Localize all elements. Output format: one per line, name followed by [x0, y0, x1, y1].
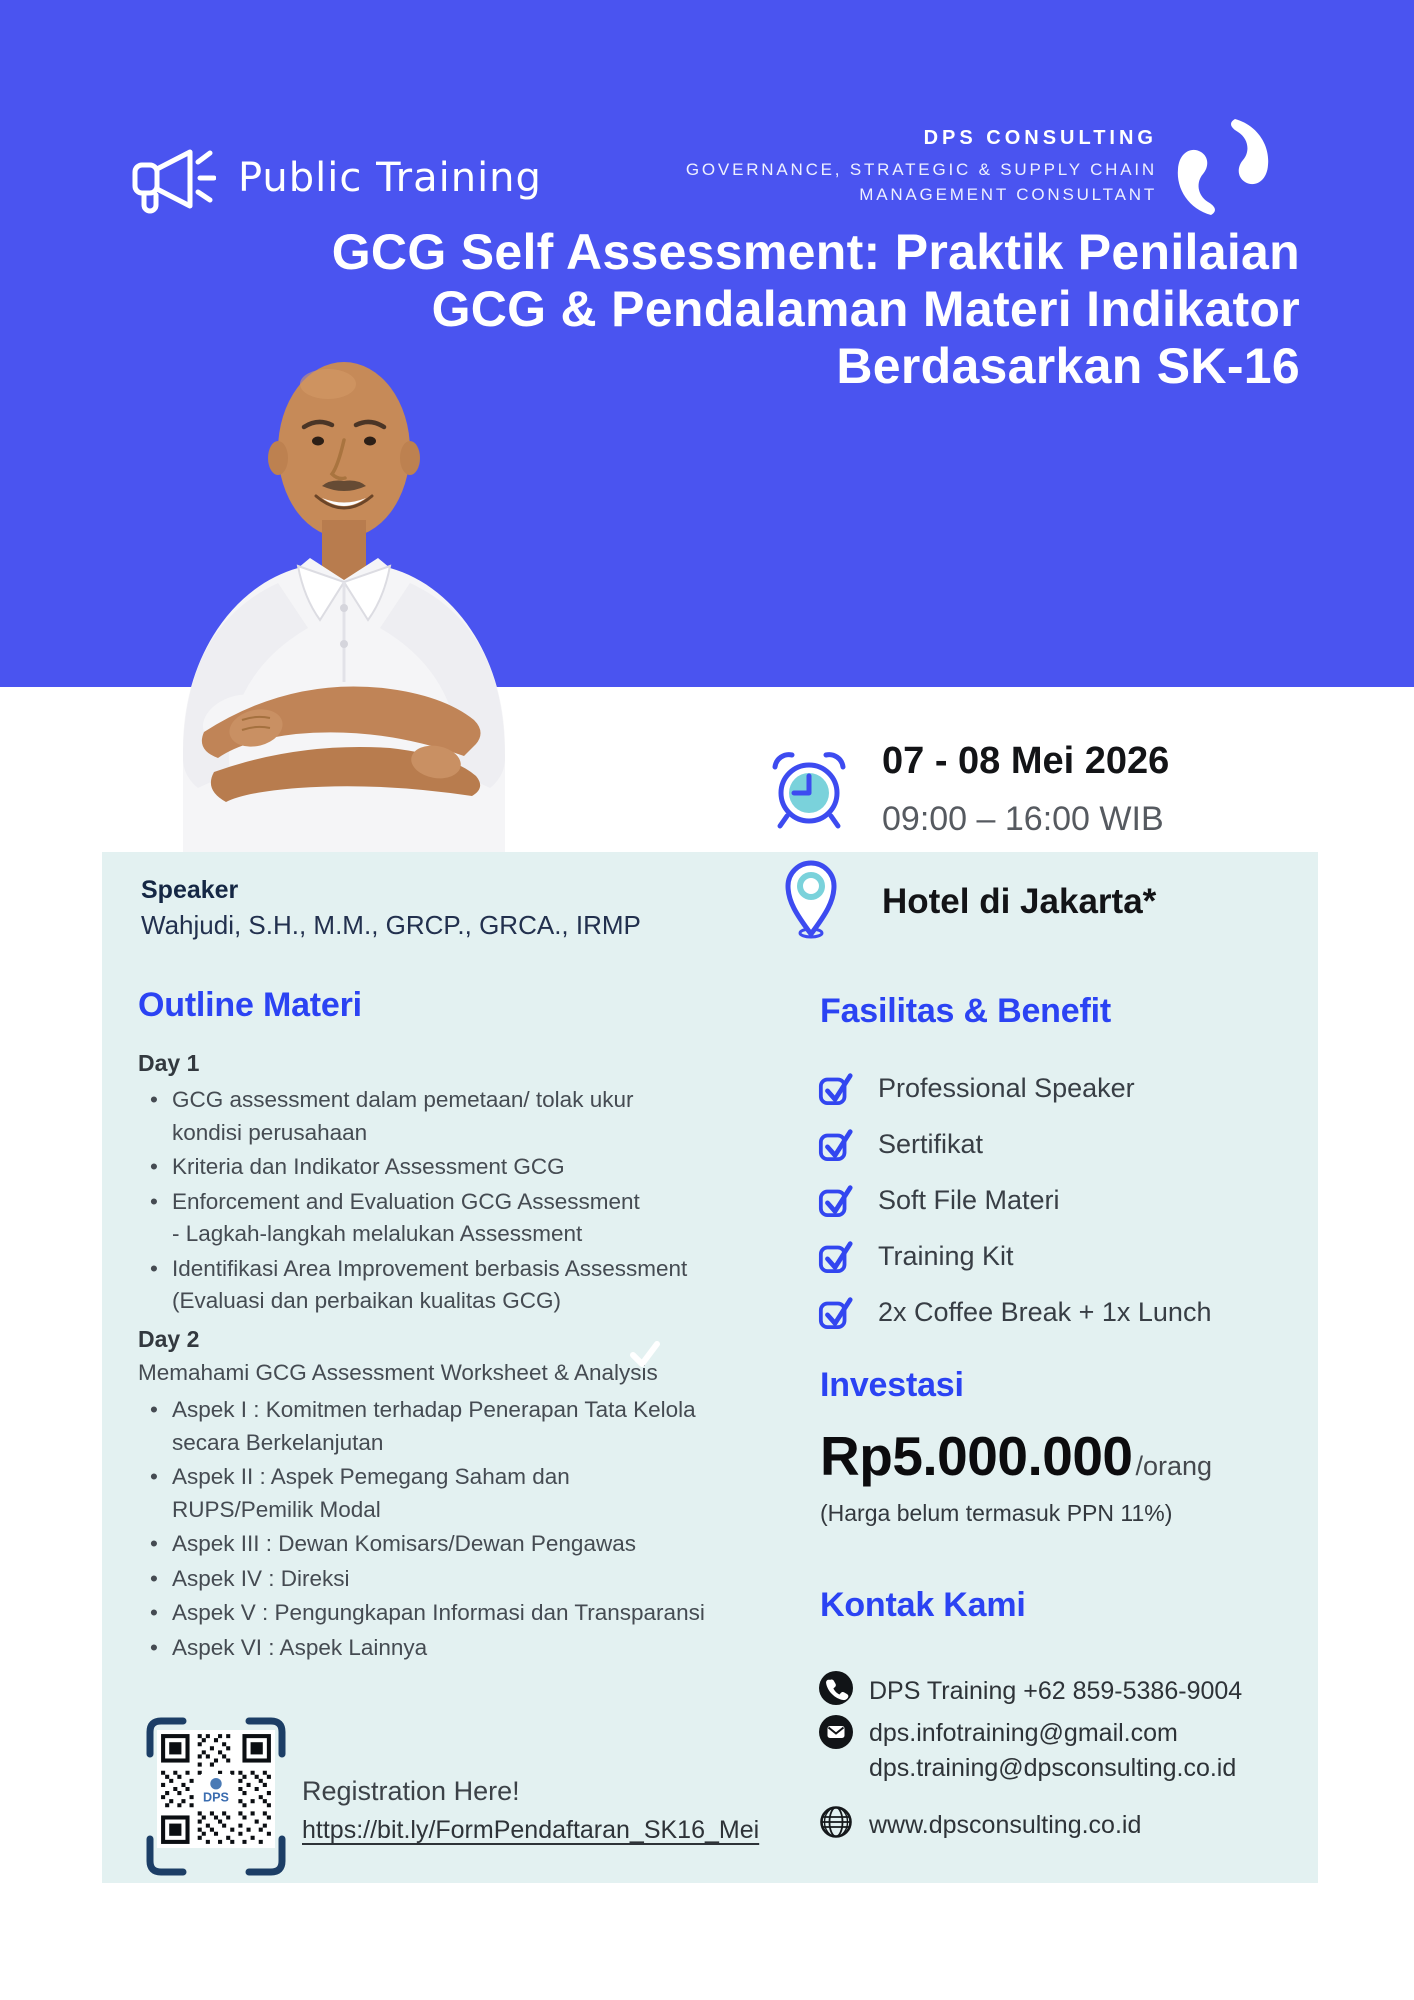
dps-swirl-logo-icon — [1173, 112, 1273, 222]
list-item: • Identifikasi Area Improvement berbasis Assessment (Evaluasi dan perbaikan kualitas GCG) — [138, 1253, 718, 1318]
company-tagline-2: MANAGEMENT CONSULTANT — [859, 185, 1157, 204]
price-unit: /orang — [1135, 1451, 1213, 1481]
list-item: • Aspek V : Pengungkapan Informasi dan Transparansi — [138, 1597, 718, 1630]
list-item: • Aspek II : Aspek Pemegang Saham dan RUPS/Pemilik Modal — [138, 1461, 718, 1526]
phone-icon — [818, 1670, 854, 1706]
public-training-lockup — [132, 142, 542, 214]
day2-label: Day 2 — [138, 1326, 200, 1352]
day2-list — [138, 1394, 718, 1666]
list-item: • GCG assessment dalam pemetaan/ tolak ukur kondisi perusahaan — [138, 1084, 718, 1149]
list-item: • Aspek VI : Aspek Lainnya — [138, 1632, 718, 1665]
day2-intro: Memahami GCG Assessment Worksheet & Analysis — [138, 1360, 658, 1385]
facility-row: Soft File Materi — [818, 1172, 1211, 1228]
checkbox-check-icon — [818, 1125, 854, 1163]
price-value: Rp5.000.000 — [820, 1425, 1133, 1487]
list-item: • Kriteria dan Indikator Assessment GCG — [138, 1151, 718, 1184]
program-type-label: Public Training — [238, 155, 542, 201]
contact-website: www.dpsconsulting.co.id — [869, 1811, 1142, 1839]
list-item: • Aspek I : Komitmen terhadap Penerapan Tata Kelola secara Berkelanjutan — [138, 1394, 718, 1459]
list-item: • Aspek IV : Direksi — [138, 1563, 718, 1596]
facilities-list — [818, 1060, 1211, 1340]
day1-label: Day 1 — [138, 1050, 200, 1076]
price-row — [820, 1424, 1212, 1488]
checkbox-check-icon — [818, 1237, 854, 1275]
globe-icon — [818, 1804, 854, 1840]
title-line-3: Berdasarkan SK-16 — [836, 338, 1300, 394]
list-item: • Aspek III : Dewan Komisars/Dewan Pengawas — [138, 1528, 718, 1561]
event-time: 09:00 – 16:00 WIB — [882, 800, 1164, 838]
contact-website-row — [818, 1804, 1141, 1843]
company-name: DPS CONSULTING — [923, 127, 1157, 149]
speaker-photo — [138, 328, 511, 852]
facility-row: Professional Speaker — [818, 1060, 1211, 1116]
contact-phone: DPS Training +62 859-5386-9004 — [869, 1677, 1243, 1705]
check-decoration-icon — [630, 1341, 660, 1367]
checkbox-check-icon — [818, 1293, 854, 1331]
facilities-heading: Fasilitas & Benefit — [820, 992, 1111, 1030]
registration-link[interactable]: https://bit.ly/FormPendaftaran_SK16_Mei — [302, 1816, 760, 1844]
checkbox-check-icon — [818, 1181, 854, 1219]
day1-list — [138, 1084, 718, 1320]
contact-email-2: dps.training@dpsconsulting.co.id — [869, 1754, 1237, 1782]
qr-code-image — [157, 1730, 275, 1848]
checkbox-check-icon — [818, 1069, 854, 1107]
registration-label: Registration Here! — [302, 1776, 520, 1806]
outline-heading: Outline Materi — [138, 986, 362, 1024]
qr-code[interactable] — [157, 1730, 275, 1848]
title-line-1: GCG Self Assessment: Praktik Penilaian — [331, 224, 1300, 280]
event-date: 07 - 08 Mei 2026 — [882, 740, 1170, 782]
tax-note: (Harga belum termasuk PPN 11%) — [820, 1500, 1173, 1526]
facility-row: Sertifikat — [818, 1116, 1211, 1172]
event-location: Hotel di Jakarta* — [882, 882, 1157, 921]
facility-row: 2x Coffee Break + 1x Lunch — [818, 1284, 1211, 1340]
contact-email-1: dps.infotraining@gmail.com — [869, 1719, 1178, 1747]
title-line-2: GCG & Pendalaman Materi Indikator — [431, 281, 1300, 337]
list-item: • Enforcement and Evaluation GCG Assessment - Lagkah-langkah melalukan Assessment — [138, 1186, 718, 1251]
alarm-clock-icon — [770, 746, 848, 830]
contact-email-row — [818, 1714, 1236, 1786]
facility-row: Training Kit — [818, 1228, 1211, 1284]
email-icon — [818, 1714, 854, 1750]
megaphone-icon — [132, 142, 216, 214]
qr-center-label: DPS — [203, 1790, 229, 1805]
company-tagline-1: GOVERNANCE, STRATEGIC & SUPPLY CHAIN — [685, 160, 1157, 179]
contact-phone-row — [818, 1670, 1242, 1709]
location-pin-icon — [784, 858, 838, 940]
company-lockup — [686, 112, 1273, 222]
speaker-label: Speaker — [141, 876, 239, 904]
speaker-name: Wahjudi, S.H., M.M., GRCP., GRCA., IRMP — [141, 910, 641, 940]
investment-heading: Investasi — [820, 1366, 964, 1404]
contact-heading: Kontak Kami — [820, 1586, 1026, 1624]
